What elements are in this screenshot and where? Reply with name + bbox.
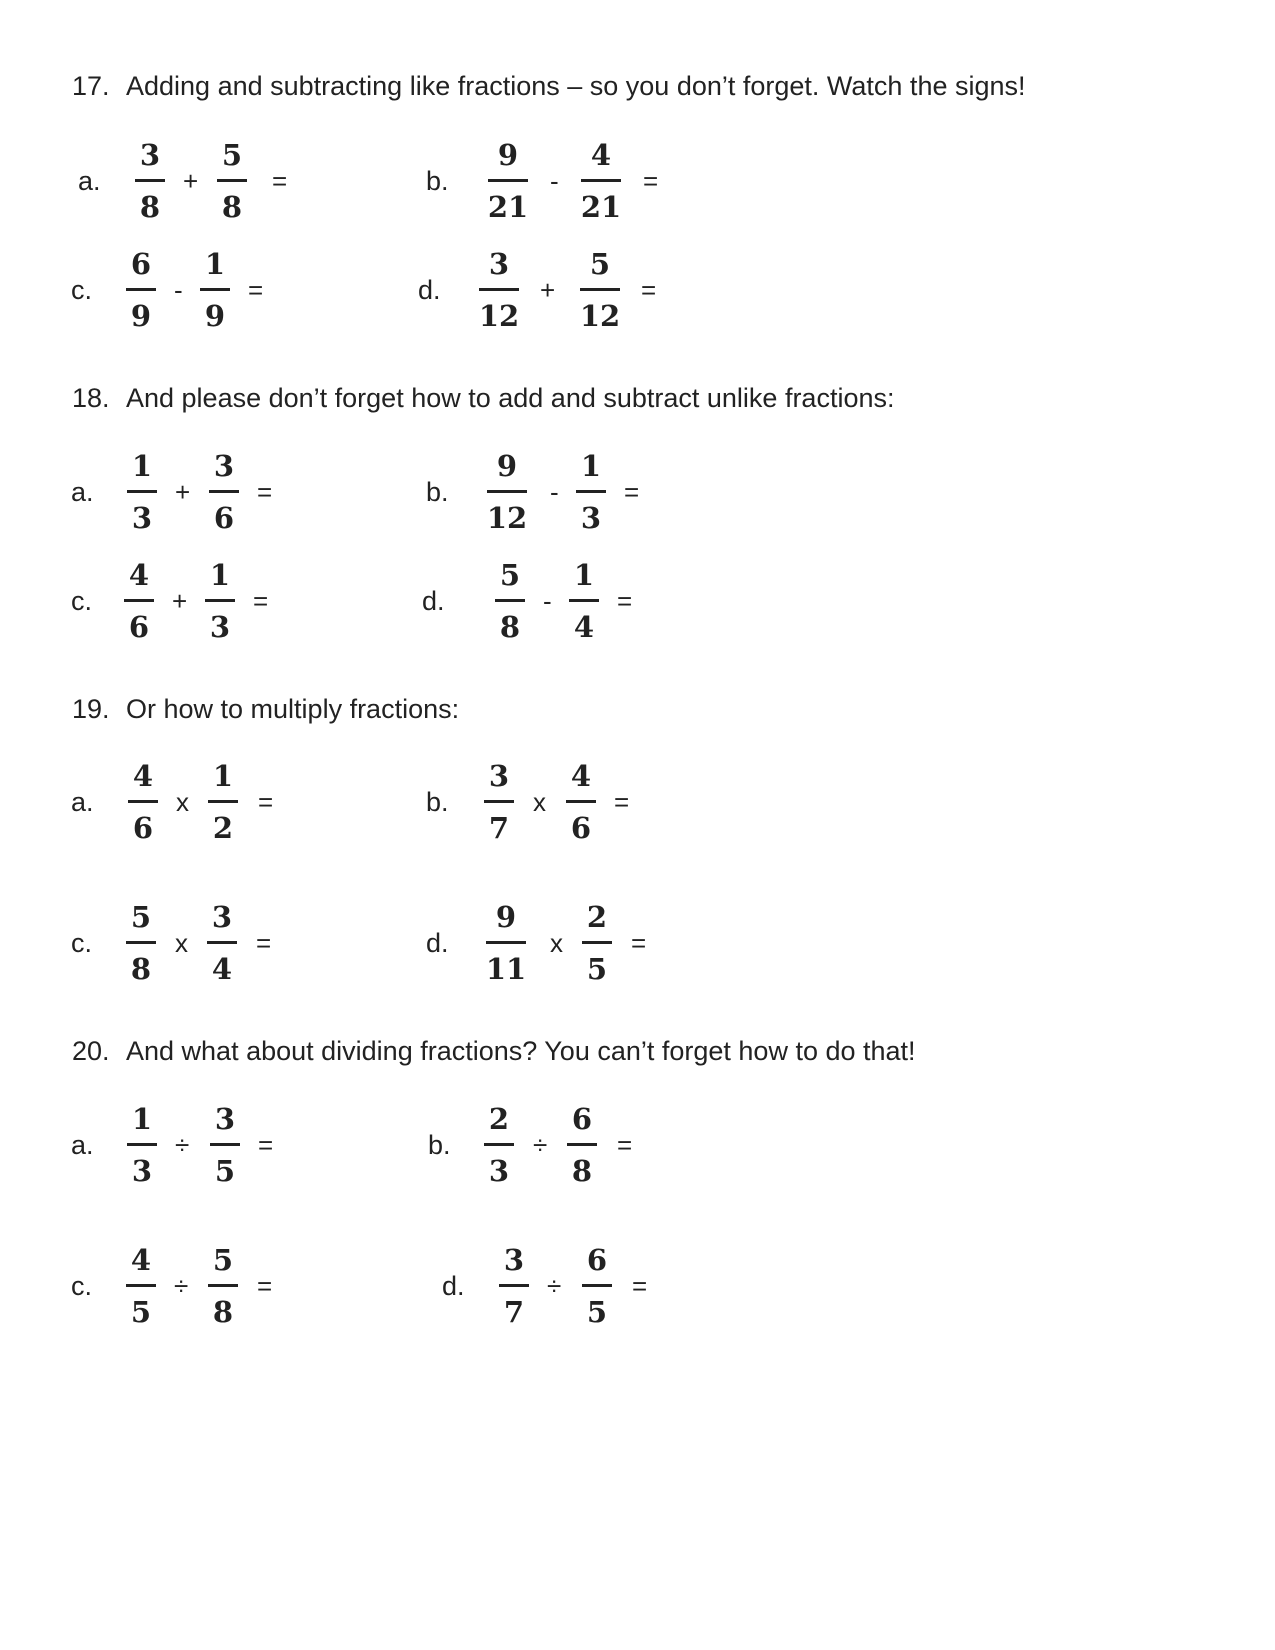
fraction-first <box>127 447 157 537</box>
equals-sign: = <box>272 165 288 196</box>
denominator: 8 <box>221 190 243 224</box>
equals-sign: = <box>617 1129 633 1160</box>
problem-label: d. <box>418 274 441 305</box>
numerator: 1 <box>212 759 234 793</box>
equals-sign: = <box>256 927 272 958</box>
denominator: 8 <box>130 952 152 986</box>
question-17-heading <box>72 71 1026 102</box>
equals-sign: = <box>258 1129 274 1160</box>
equals-sign: = <box>624 476 640 507</box>
numerator: 5 <box>212 1243 234 1277</box>
problem-label: a. <box>78 165 101 196</box>
operator: + <box>540 274 556 305</box>
operator: + <box>183 165 199 196</box>
equals-sign: = <box>258 786 274 817</box>
question-number: 18. <box>72 383 110 413</box>
fraction-second <box>200 245 230 335</box>
operator: - <box>550 476 559 507</box>
denominator: 8 <box>571 1154 593 1188</box>
numerator: 3 <box>488 247 510 281</box>
question-20-heading <box>72 1036 916 1067</box>
fraction-first <box>499 1241 529 1331</box>
fraction-bar <box>126 1284 156 1287</box>
fraction-first <box>484 1100 514 1190</box>
fraction-bar <box>208 800 238 803</box>
fraction-bar <box>486 941 526 944</box>
problem-label: a. <box>71 1129 94 1160</box>
fraction-second <box>210 1100 240 1190</box>
numerator: 2 <box>488 1102 510 1136</box>
fraction-first <box>126 1241 156 1331</box>
fraction-first <box>486 898 526 988</box>
fraction-bar <box>499 1284 529 1287</box>
denominator: 5 <box>130 1295 152 1329</box>
problem-label: c. <box>71 585 93 616</box>
numerator: 2 <box>586 900 608 934</box>
denominator: 6 <box>128 610 150 644</box>
fraction-bar <box>208 1284 238 1287</box>
fraction-second <box>208 757 238 847</box>
problem-label: c. <box>71 927 93 958</box>
operator: - <box>550 165 559 196</box>
numerator: 5 <box>221 138 243 172</box>
question-18-heading <box>72 383 895 414</box>
equals-sign: = <box>631 927 647 958</box>
operator: x <box>533 786 546 817</box>
numerator: 1 <box>131 1102 153 1136</box>
equals-sign: = <box>257 1270 273 1301</box>
question-number: 20. <box>72 1036 110 1066</box>
denominator: 8 <box>499 610 521 644</box>
denominator: 9 <box>204 299 226 333</box>
numerator: 4 <box>570 759 592 793</box>
fraction-bar <box>566 800 596 803</box>
numerator: 3 <box>139 138 161 172</box>
fraction-bar <box>479 288 519 291</box>
fraction-bar <box>207 941 237 944</box>
numerator: 6 <box>586 1243 608 1277</box>
problem-label: a. <box>71 476 94 507</box>
numerator: 6 <box>571 1102 593 1136</box>
fraction-second <box>581 136 621 226</box>
fraction-bar <box>484 800 514 803</box>
denominator: 21 <box>487 190 529 224</box>
problem-label: d. <box>442 1270 465 1301</box>
denominator: 3 <box>131 1154 153 1188</box>
problem-label: b. <box>426 165 449 196</box>
numerator: 4 <box>128 558 150 592</box>
denominator: 7 <box>488 811 510 845</box>
denominator: 11 <box>485 952 527 986</box>
fraction-first <box>124 556 154 646</box>
question-title: And please don’t forget how to add and subtract unlike fractions: <box>126 383 895 413</box>
numerator: 1 <box>209 558 231 592</box>
denominator: 4 <box>573 610 595 644</box>
equals-sign: = <box>253 585 269 616</box>
problem-label: c. <box>71 274 93 305</box>
denominator: 8 <box>212 1295 234 1329</box>
numerator: 9 <box>495 900 517 934</box>
fraction-second <box>569 556 599 646</box>
operator: ÷ <box>174 1270 189 1301</box>
problem-label: d. <box>426 927 449 958</box>
denominator: 9 <box>130 299 152 333</box>
question-19-heading <box>72 694 459 725</box>
fraction-bar <box>567 1143 597 1146</box>
equals-sign: = <box>248 274 264 305</box>
question-title: Or how to multiply fractions: <box>126 694 460 724</box>
fraction-first <box>128 757 158 847</box>
denominator: 4 <box>211 952 233 986</box>
fraction-first <box>487 447 527 537</box>
problem-label: d. <box>422 585 445 616</box>
operator: - <box>543 585 552 616</box>
fraction-second <box>208 1241 238 1331</box>
fraction-bar <box>495 599 525 602</box>
fraction-first <box>479 245 519 335</box>
denominator: 6 <box>132 811 154 845</box>
fraction-first <box>495 556 525 646</box>
fraction-first <box>126 245 156 335</box>
denominator: 3 <box>131 501 153 535</box>
operator: + <box>172 585 188 616</box>
fraction-bar <box>581 179 621 182</box>
numerator: 3 <box>214 1102 236 1136</box>
equals-sign: = <box>617 585 633 616</box>
equals-sign: = <box>643 165 659 196</box>
operator: ÷ <box>533 1129 548 1160</box>
equals-sign: = <box>641 274 657 305</box>
operator: x <box>550 927 563 958</box>
fraction-second <box>576 447 606 537</box>
denominator: 5 <box>214 1154 236 1188</box>
denominator: 3 <box>209 610 231 644</box>
fraction-bar <box>135 179 165 182</box>
numerator: 5 <box>589 247 611 281</box>
fraction-bar <box>576 490 606 493</box>
question-number: 17. <box>72 71 110 101</box>
problem-label: b. <box>426 786 449 817</box>
numerator: 3 <box>213 449 235 483</box>
fraction-bar <box>126 288 156 291</box>
denominator: 2 <box>212 811 234 845</box>
denominator: 5 <box>586 952 608 986</box>
numerator: 3 <box>488 759 510 793</box>
denominator: 8 <box>139 190 161 224</box>
operator: + <box>175 476 191 507</box>
numerator: 4 <box>590 138 612 172</box>
denominator: 7 <box>503 1295 525 1329</box>
denominator: 12 <box>579 299 621 333</box>
denominator: 3 <box>580 501 602 535</box>
fraction-bar <box>484 1143 514 1146</box>
numerator: 3 <box>211 900 233 934</box>
numerator: 4 <box>130 1243 152 1277</box>
fraction-bar <box>127 1143 157 1146</box>
fraction-second <box>582 1241 612 1331</box>
fraction-bar <box>210 1143 240 1146</box>
fraction-second <box>209 447 239 537</box>
numerator: 1 <box>204 247 226 281</box>
denominator: 12 <box>478 299 520 333</box>
fraction-bar <box>487 490 527 493</box>
numerator: 5 <box>130 900 152 934</box>
equals-sign: = <box>257 476 273 507</box>
operator: x <box>175 927 188 958</box>
fraction-bar <box>569 599 599 602</box>
operator: - <box>174 274 183 305</box>
denominator: 6 <box>213 501 235 535</box>
fraction-bar <box>209 490 239 493</box>
fraction-second <box>567 1100 597 1190</box>
fraction-bar <box>582 1284 612 1287</box>
equals-sign: = <box>632 1270 648 1301</box>
numerator: 3 <box>503 1243 525 1277</box>
denominator: 21 <box>580 190 622 224</box>
problem-label: b. <box>428 1129 451 1160</box>
numerator: 9 <box>497 138 519 172</box>
numerator: 9 <box>496 449 518 483</box>
problem-label: c. <box>71 1270 93 1301</box>
operator: ÷ <box>547 1270 562 1301</box>
operator: ÷ <box>175 1129 190 1160</box>
question-title: And what about dividing fractions? You can’t forget how to do that! <box>126 1036 916 1066</box>
numerator: 1 <box>573 558 595 592</box>
fraction-second <box>582 898 612 988</box>
fraction-bar <box>217 179 247 182</box>
question-number: 19. <box>72 694 110 724</box>
question-title: Adding and subtracting like fractions – so you don’t forget. Watch the signs! <box>126 71 1026 101</box>
fraction-bar <box>126 941 156 944</box>
fraction-first <box>126 898 156 988</box>
numerator: 1 <box>131 449 153 483</box>
problem-label: a. <box>71 786 94 817</box>
numerator: 1 <box>580 449 602 483</box>
fraction-first <box>484 757 514 847</box>
fraction-second <box>566 757 596 847</box>
fraction-bar <box>124 599 154 602</box>
fraction-bar <box>127 490 157 493</box>
fraction-bar <box>488 179 528 182</box>
fraction-bar <box>582 941 612 944</box>
numerator: 4 <box>132 759 154 793</box>
numerator: 6 <box>130 247 152 281</box>
fraction-second <box>205 556 235 646</box>
problem-label: b. <box>426 476 449 507</box>
fraction-bar <box>580 288 620 291</box>
equals-sign: = <box>614 786 630 817</box>
fraction-bar <box>205 599 235 602</box>
fraction-second <box>217 136 247 226</box>
denominator: 5 <box>586 1295 608 1329</box>
denominator: 6 <box>570 811 592 845</box>
numerator: 5 <box>499 558 521 592</box>
fraction-first <box>127 1100 157 1190</box>
fraction-first <box>488 136 528 226</box>
fraction-bar <box>128 800 158 803</box>
fraction-second <box>207 898 237 988</box>
fraction-bar <box>200 288 230 291</box>
operator: x <box>176 786 189 817</box>
denominator: 3 <box>488 1154 510 1188</box>
denominator: 12 <box>486 501 528 535</box>
fraction-first <box>135 136 165 226</box>
fraction-second <box>580 245 620 335</box>
